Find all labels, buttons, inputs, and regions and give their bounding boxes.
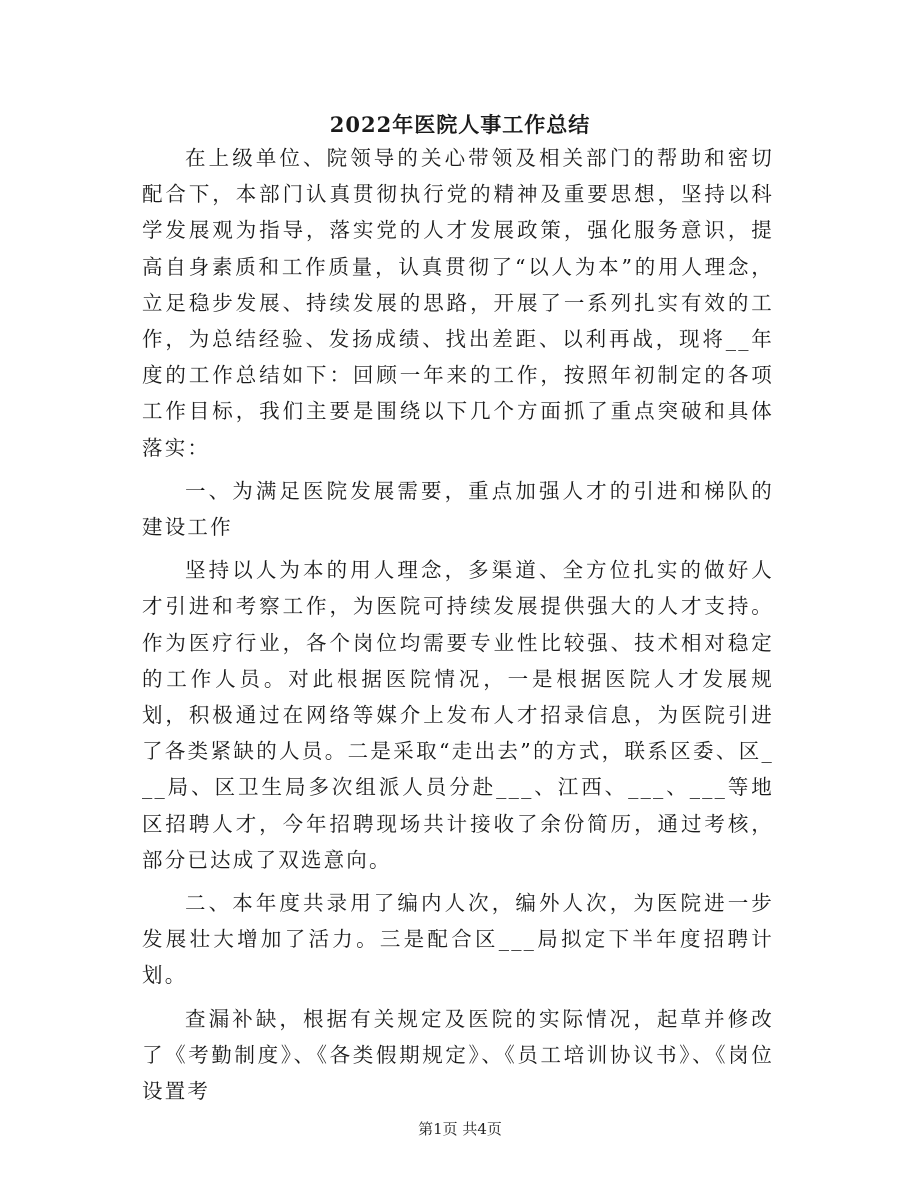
paragraph-talent-recruitment: 坚持以人为本的用人理念，多渠道、全方位扎实的做好人才引进和考察工作，为医院可持续发展提供强大的人才支持。作为医疗行业，各个岗位均需要专业性比较强、技术相对稳定的工作人员。对此根据医院情况，一是根据医院人才发展规划，积极通过在网络等媒介上发布人才招录信息，为医院引进了各类紧缺的人员。二是采取“走出去”的方式，联系区委、区___局、区卫生局多次组派人员分赴___、江西、___、___等地区招聘人才，今年招聘现场共计接收了余份简历，通过考核，部分已达成了双选意向。: [142, 558, 774, 872]
document-title: 2022年医院人事工作总结: [329, 112, 591, 137]
paragraph-regulations: 查漏补缺，根据有关规定及医院的实际情况，起草并修改了《考勤制度》、《各类假期规定》、《员工培训协议书》、《岗位设置考: [142, 1006, 774, 1104]
section-heading-1: 一、为满足医院发展需要，重点加强人才的引进和梯队的建设工作: [142, 478, 774, 540]
section-heading-2: 二、本年度共录用了编内人次，编外人次，为医院进一步发展壮大增加了活力。三是配合区___局拟定下半年度招聘计划。: [142, 891, 774, 988]
page-footer: 第1页 共4页: [418, 1120, 502, 1138]
document-body: [142, 140, 774, 1116]
paragraph-intro: 在上级单位、院领导的关心带领及相关部门的帮助和密切配合下，本部门认真贯彻执行党的精神及重要思想，坚持以科学发展观为指导，落实党的人才发展政策，强化服务意识，提高自身素质和工作质量，认真贯彻了“以人为本”的用人理念，立足稳步发展、持续发展的思路，开展了一系列扎实有效的工作，为总结经验、发扬成绩、找出差距、以利再战，现将__年度的工作总结如下：回顾一年来的工作，按照年初制定的各项工作目标，我们主要是围绕以下几个方面抓了重点突破和具体落实：: [142, 146, 774, 460]
